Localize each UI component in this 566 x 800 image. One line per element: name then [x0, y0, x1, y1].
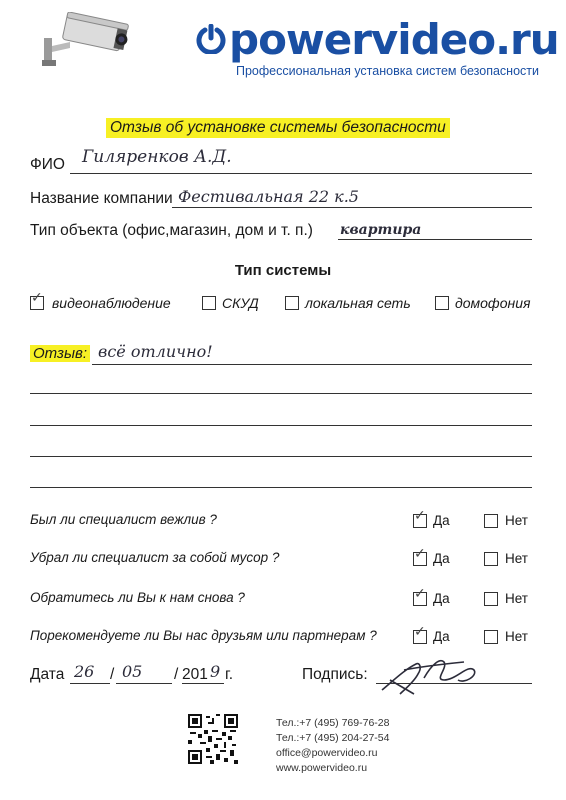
q1-no-label: Нет — [505, 513, 528, 528]
q1-no-checkbox[interactable] — [484, 514, 498, 528]
fio-value: Гиляренков А.Д. — [82, 147, 232, 167]
option-cctv-label: видеонаблюдение — [52, 295, 171, 311]
review-line-3 — [30, 425, 532, 426]
fio-label: ФИО — [30, 156, 65, 173]
review-line-2 — [30, 393, 532, 394]
question-3: Обратитесь ли Вы к нам снова ? — [30, 590, 245, 605]
date-year-line — [182, 683, 224, 684]
option-intercom-label: домофония — [455, 295, 531, 311]
date-year-digit: 9 — [210, 662, 221, 681]
q3-no-checkbox[interactable] — [484, 592, 498, 606]
question-1: Был ли специалист вежлив ? — [30, 512, 217, 527]
date-label: Дата — [30, 666, 65, 683]
date-day-line — [70, 683, 110, 684]
company-line — [172, 207, 532, 208]
review-text: всё отлично! — [98, 342, 213, 361]
check-mark-icon: ✓ — [414, 546, 426, 562]
check-mark-icon: ✓ — [414, 624, 426, 640]
check-mark-icon: ✓ — [414, 586, 426, 602]
q4-no-checkbox[interactable] — [484, 630, 498, 644]
checkbox-lan[interactable] — [285, 296, 299, 310]
date-separator-1: / — [110, 666, 115, 683]
date-separator-2: / — [174, 666, 179, 683]
date-year-prefix: 201 — [182, 666, 208, 683]
q4-yes-label: Да — [433, 629, 450, 644]
system-type-title: Тип системы — [234, 262, 332, 279]
phone-2: Тел.:+7 (495) 204-27-54 — [276, 732, 390, 744]
contacts-block — [276, 716, 389, 776]
form-title: Отзыв об установке системы безопасности — [106, 118, 450, 138]
object-label: Тип объекта (офис,магазин, дом и т. п.) — [30, 222, 313, 239]
review-line-4 — [30, 456, 532, 457]
power-icon — [196, 24, 226, 54]
qr-code — [188, 714, 238, 764]
brand-tagline: Профессиональная установка систем безопасности — [236, 64, 539, 78]
option-access-control-label: СКУД — [222, 295, 259, 311]
check-mark-icon: ✓ — [31, 290, 43, 306]
option-lan-label: локальная сеть — [305, 295, 411, 311]
signature-label: Подпись: — [302, 666, 368, 683]
q3-yes-label: Да — [433, 591, 450, 606]
q2-yes-label: Да — [433, 551, 450, 566]
review-label: Отзыв: — [30, 345, 90, 362]
company-value: Фестивальная 22 к.5 — [178, 187, 359, 206]
email-link[interactable]: office@powervideo.ru — [276, 747, 378, 759]
security-camera-logo — [40, 12, 132, 70]
q1-yes-label: Да — [433, 513, 450, 528]
date-month: 05 — [122, 662, 143, 681]
date-suffix: г. — [225, 666, 234, 683]
review-line-1 — [92, 364, 532, 365]
fio-line — [70, 173, 532, 174]
question-2: Убрал ли специалист за собой мусор ? — [30, 550, 280, 565]
handwritten-signature — [374, 650, 494, 698]
q4-no-label: Нет — [505, 629, 528, 644]
check-mark-icon: ✓ — [414, 508, 426, 524]
checkbox-access-control[interactable] — [202, 296, 216, 310]
object-line — [338, 239, 532, 240]
q3-no-label: Нет — [505, 591, 528, 606]
q2-no-label: Нет — [505, 551, 528, 566]
date-month-line — [116, 683, 172, 684]
review-line-5 — [30, 487, 532, 488]
brand-logo: powervideo.ru — [229, 15, 559, 64]
q2-no-checkbox[interactable] — [484, 552, 498, 566]
object-value: квартира — [340, 222, 422, 238]
checkbox-intercom[interactable] — [435, 296, 449, 310]
date-day: 26 — [74, 662, 95, 681]
website-link[interactable]: www.powervideo.ru — [276, 762, 368, 774]
company-label: Название компании — [30, 190, 173, 207]
phone-1: Тел.:+7 (495) 769-76-28 — [276, 717, 390, 729]
question-4: Порекомендуете ли Вы нас друзьям или партнерам ? — [30, 628, 377, 643]
